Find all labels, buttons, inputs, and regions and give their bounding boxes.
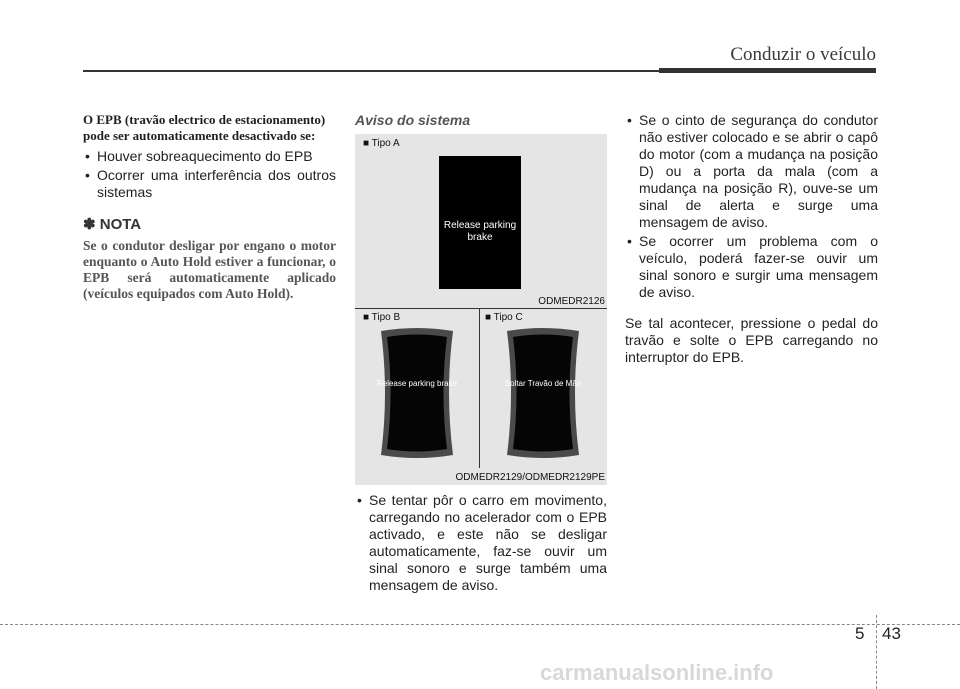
list-item: • Se o cinto de segurança do condutor não estiver colocado e se abrir o capô do motor (com a mudança na posição D) ou a porta da mala (com a mudança na posição R), ouve-se um sinal de alerta e surge uma mensagem de aviso. xyxy=(627,112,878,230)
type-c-display xyxy=(501,327,585,459)
note-heading: ✽ NOTA xyxy=(83,216,142,233)
left-column xyxy=(83,112,336,302)
figure-divider-h xyxy=(355,308,607,309)
watermark: carmanualsonline.info xyxy=(540,660,774,685)
type-b-label: ■ Tipo B xyxy=(363,312,401,323)
epb-intro: O EPB (travão electrico de estacionamento) pode ser automaticamente desactivado se: xyxy=(83,112,326,143)
footer-divider xyxy=(876,615,877,689)
type-b-screen-text: Release parking brake xyxy=(376,379,458,388)
type-bc-code: ODMEDR2129/ODMEDR2129PE xyxy=(455,472,605,483)
page-number: 43 xyxy=(882,624,901,643)
type-a-screen-text: Release parking brake xyxy=(443,220,517,243)
list-item: • Se tentar pôr o carro em movimento, carregando no acelerador com o EPB activado, e este não se desligar automaticamente, faz-se ouvir um sinal sonoro e surge também uma mensagem de aviso. xyxy=(357,492,607,593)
middle-column xyxy=(355,112,607,128)
page-header-title: Conduzir o veículo xyxy=(730,44,876,65)
list-item: • Se ocorrer um problema com o veículo, poderá fazer-se ouvir um sinal sonoro e surgir uma mensagem de aviso. xyxy=(627,233,878,300)
type-a-display xyxy=(439,156,521,289)
header-rule-bar xyxy=(659,68,876,73)
type-a-code: ODMEDR2126 xyxy=(538,296,605,307)
type-c-display-shape xyxy=(501,327,585,459)
type-a-label: ■ Tipo A xyxy=(363,138,400,149)
section-heading: Aviso do sistema xyxy=(355,112,471,128)
footer-rule xyxy=(0,624,960,625)
right-column xyxy=(625,112,878,366)
type-b-display-shape xyxy=(375,327,459,459)
epb-conditions-list xyxy=(83,148,336,201)
note-body: Se o condutor desligar por engano o motor enquanto o Auto Hold estiver a funcionar, o EPB será automaticamente aplicado (veículos equipados com Auto Hold). xyxy=(83,238,336,301)
section-number: 5 xyxy=(855,624,865,643)
figure-divider-v xyxy=(479,308,480,468)
type-c-label: ■ Tipo C xyxy=(485,312,523,323)
warning-figure xyxy=(355,134,607,485)
list-item: • Ocorrer uma interferência dos outros sistemas xyxy=(85,167,336,200)
middle-bullets xyxy=(355,492,607,596)
type-b-display xyxy=(375,327,459,459)
instruction-paragraph: Se tal acontecer, pressione o pedal do travão e solte o EPB carregando no interruptor do EPB. xyxy=(625,315,878,365)
type-c-screen-text: Soltar Travão de Mão xyxy=(504,379,582,388)
list-item: • Houver sobreaquecimento do EPB xyxy=(85,148,313,164)
